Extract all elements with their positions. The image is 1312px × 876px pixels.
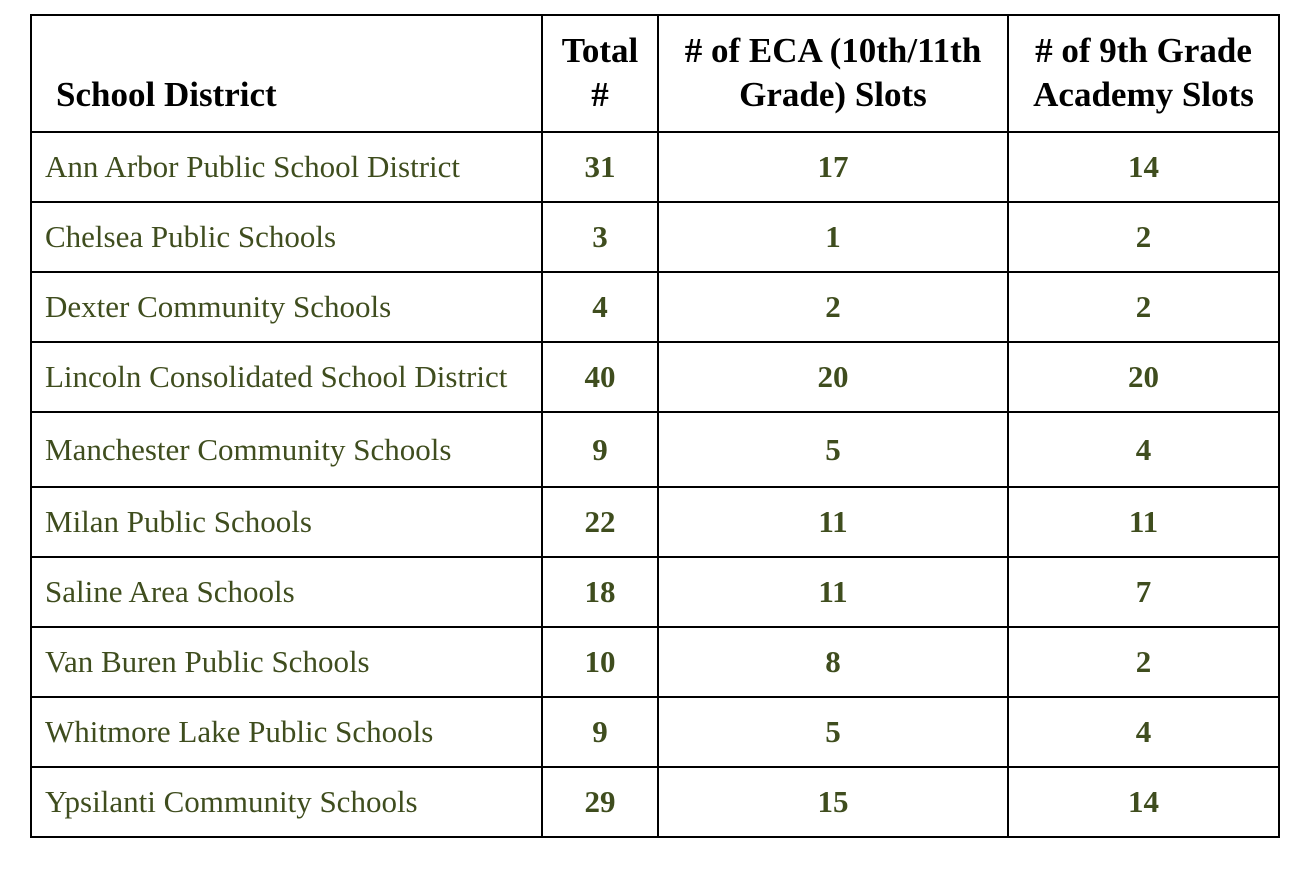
eca-slots-cell: 17: [658, 132, 1008, 202]
header-eca-line1: # of ECA (10th/11th: [684, 31, 982, 70]
district-cell: Saline Area Schools: [31, 557, 542, 627]
header-total-line1: Total: [561, 31, 639, 70]
header-total: [542, 15, 658, 132]
total-cell: 9: [542, 412, 658, 487]
district-cell: Manchester Community Schools: [31, 412, 542, 487]
eca-slots-cell: 5: [658, 412, 1008, 487]
total-cell: 40: [542, 342, 658, 412]
district-cell: Ypsilanti Community Schools: [31, 767, 542, 837]
header-row: [31, 15, 1279, 132]
eca-slots-cell: 2: [658, 272, 1008, 342]
ninth-grade-slots-cell: 14: [1008, 767, 1279, 837]
header-ninth-line1: # of 9th Grade: [1035, 31, 1252, 70]
header-school-district: [31, 15, 542, 132]
table-header: [31, 15, 1279, 132]
ninth-grade-slots-cell: 2: [1008, 202, 1279, 272]
ninth-grade-slots-cell: 20: [1008, 342, 1279, 412]
header-ninth-line2: Academy Slots: [1033, 75, 1254, 114]
total-cell: 22: [542, 487, 658, 557]
table-row: [31, 412, 1279, 487]
total-cell: 3: [542, 202, 658, 272]
header-ninth-grade-slots: [1008, 15, 1279, 132]
table-row: [31, 342, 1279, 412]
eca-slots-cell: 5: [658, 697, 1008, 767]
eca-slots-cell: 20: [658, 342, 1008, 412]
header-eca-line2: Grade) Slots: [739, 75, 927, 114]
total-cell: 18: [542, 557, 658, 627]
total-cell: 29: [542, 767, 658, 837]
ninth-grade-slots-cell: 2: [1008, 627, 1279, 697]
table-row: [31, 767, 1279, 837]
total-cell: 31: [542, 132, 658, 202]
total-cell: 10: [542, 627, 658, 697]
district-cell: Dexter Community Schools: [31, 272, 542, 342]
ninth-grade-slots-cell: 2: [1008, 272, 1279, 342]
table-row: [31, 132, 1279, 202]
ninth-grade-slots-cell: 11: [1008, 487, 1279, 557]
table-row: [31, 557, 1279, 627]
eca-slots-cell: 8: [658, 627, 1008, 697]
eca-slots-cell: 11: [658, 487, 1008, 557]
header-school-district-label: School District: [56, 75, 277, 114]
eca-slots-cell: 15: [658, 767, 1008, 837]
total-cell: 4: [542, 272, 658, 342]
total-cell: 9: [542, 697, 658, 767]
district-cell: Van Buren Public Schools: [31, 627, 542, 697]
table-row: [31, 272, 1279, 342]
eca-slots-cell: 1: [658, 202, 1008, 272]
table-body: [31, 132, 1279, 837]
district-cell: Milan Public Schools: [31, 487, 542, 557]
header-total-line2: #: [591, 75, 609, 114]
ninth-grade-slots-cell: 4: [1008, 412, 1279, 487]
district-cell: Lincoln Consolidated School District: [31, 342, 542, 412]
district-cell: Chelsea Public Schools: [31, 202, 542, 272]
eca-slots-cell: 11: [658, 557, 1008, 627]
table-row: [31, 697, 1279, 767]
table-row: [31, 487, 1279, 557]
table-row: [31, 627, 1279, 697]
table-row: [31, 202, 1279, 272]
ninth-grade-slots-cell: 14: [1008, 132, 1279, 202]
header-eca-slots: [658, 15, 1008, 132]
district-cell: Ann Arbor Public School District: [31, 132, 542, 202]
district-cell: Whitmore Lake Public Schools: [31, 697, 542, 767]
ninth-grade-slots-cell: 7: [1008, 557, 1279, 627]
school-district-slots-table: [30, 14, 1280, 838]
ninth-grade-slots-cell: 4: [1008, 697, 1279, 767]
